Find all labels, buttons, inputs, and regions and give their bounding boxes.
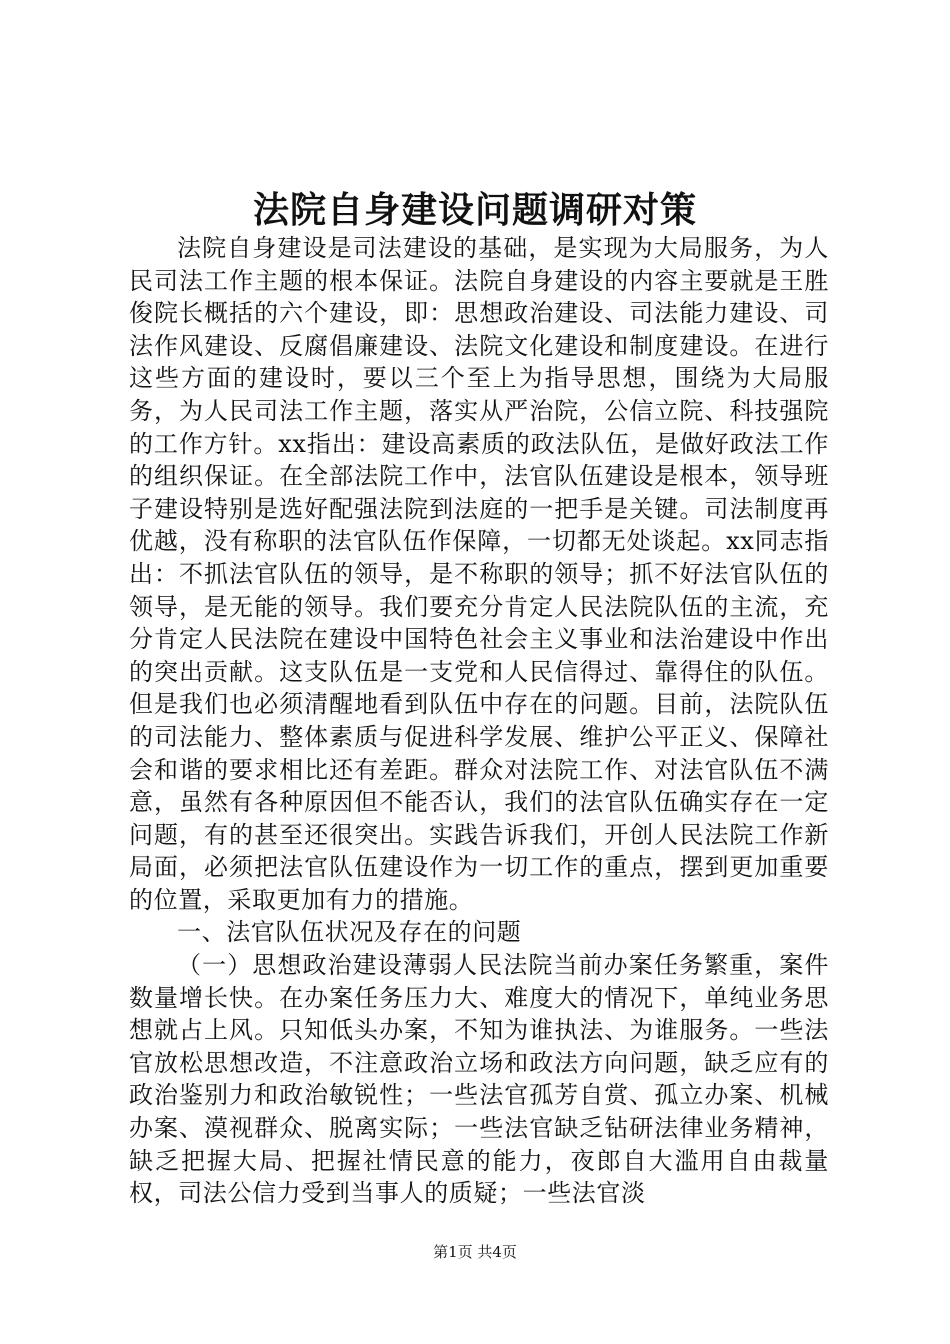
page-number-footer: 第1页 共4页 bbox=[433, 1243, 517, 1261]
document-title: 法院自身建设问题调研对策 bbox=[252, 189, 697, 231]
paragraph-section-1: （一）思想政治建设薄弱人民法院当前办案任务繁重，案件数量增长快。在办案任务压力大、难度大的情况下，单纯业务思想就占上风。只知低头办案，不知为谁执法、为谁服务。一些法官放松思想改造，不注意政治立场和政法方向问题，缺乏应有的政治鉴别力和政治敏锐性；一些法官孤芳自赏、孤立办案、机械办案、漠视群众、脱离实际；一些法官缺乏钻研法律业务精神，缺乏把握大局、把握社情民意的能力，夜郎自大滥用自由裁量权，司法公信力受到当事人的质疑；一些法官淡 bbox=[129, 951, 829, 1208]
paragraph-intro: 法院自身建设是司法建设的基础，是实现为大局服务，为人民司法工作主题的根本保证。法院自身建设的内容主要就是王胜俊院长概括的六个建设，即：思想政治建设、司法能力建设、司法作风建设、反腐倡廉建设、法院文化建设和制度建设。在进行这些方面的建设时，要以三个至上为指导思想，围绕为大局服务，为人民司法工作主题，落实从严治院，公信立院、科技强院的工作方针。xx指出：建设高素质的政法队伍，是做好政法工作的组织保证。在全部法院工作中，法官队伍建设是根本，领导班子建设特别是选好配强法院到法庭的一把手是关键。司法制度再优越，没有称职的法官队伍作保障，一切都无处谈起。xx同志指出：不抓法官队伍的领导，是不称职的领导；抓不好法官队伍的领导，是无能的领导。我们要充分肯定人民法院队伍的主流，充分肯定人民法院在建设中国特色社会主义事业和法治建设中作出的突出贡献。这支队伍是一支党和人民信得过、靠得住的队伍。但是我们也必须清醒地看到队伍中存在的问题。目前，法院队伍的司法能力、整体素质与促进科学发展、维护公平正义、保障社会和谐的要求相比还有差距。群众对法院工作、对法官队伍不满意，虽然有各种原因但不能否认，我们的法官队伍确实存在一定问题，有的甚至还很突出。实践告诉我们，开创人民法院工作新局面，必须把法官队伍建设作为一切工作的重点，摆到更加重要的位置，采取更加有力的措施。 bbox=[129, 234, 829, 914]
document-body bbox=[129, 232, 829, 1210]
section-heading: 一、法官队伍状况及存在的问题 bbox=[177, 918, 522, 947]
